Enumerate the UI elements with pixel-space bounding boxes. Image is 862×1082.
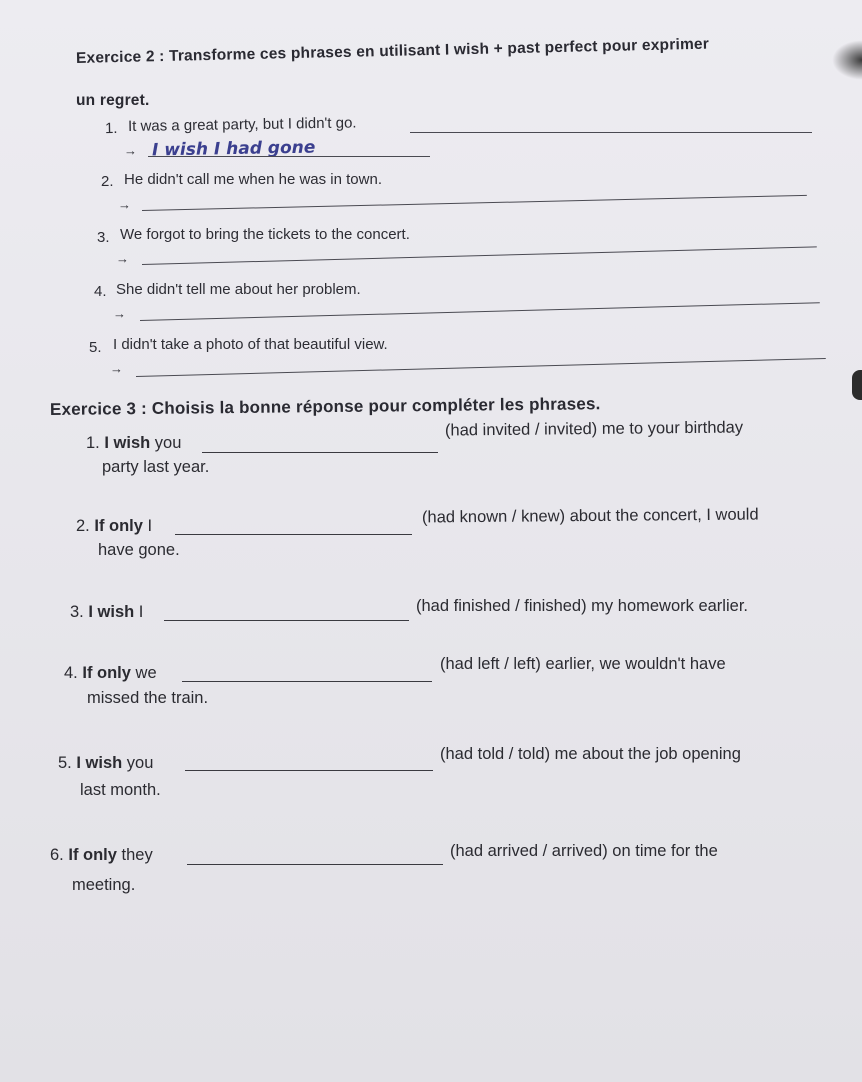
- arrow-icon: →: [113, 306, 126, 321]
- answer-blank[interactable]: [185, 770, 433, 771]
- item-number: 6.: [50, 846, 64, 864]
- answer-blank[interactable]: [164, 620, 409, 621]
- lead: I wish: [104, 434, 151, 452]
- lead: If only: [68, 846, 117, 864]
- subject: you: [154, 434, 182, 452]
- item-number: 5.: [58, 754, 72, 772]
- sentence: It was a great party, but I didn't go.: [127, 114, 357, 135]
- continuation: missed the train.: [87, 689, 209, 707]
- choice-text: (had invited / invited) me to your birthday: [444, 418, 744, 440]
- answer-line[interactable]: [148, 156, 430, 157]
- continuation: meeting.: [72, 876, 136, 894]
- subject: they: [121, 846, 153, 864]
- arrow-icon: →: [110, 361, 123, 376]
- answer-blank[interactable]: [175, 534, 412, 535]
- item-number: 1.: [86, 434, 100, 452]
- subject: I: [147, 517, 153, 535]
- subject: we: [135, 664, 157, 682]
- choice-text: (had finished / finished) my homework earlier.: [416, 597, 748, 615]
- exercise-3-title: Exercice 3 : Choisis la bonne réponse pour compléter les phrases.: [49, 394, 601, 419]
- page-edge-shadow-2: [852, 370, 862, 400]
- lead: If only: [82, 664, 131, 682]
- answer-blank[interactable]: [182, 681, 432, 682]
- arrow-icon: →: [116, 251, 129, 266]
- item-number: 5.: [89, 339, 102, 356]
- choice-text: (had left / left) earlier, we wouldn't have: [440, 655, 726, 673]
- continuation: party last year.: [102, 458, 210, 476]
- sentence: I didn't take a photo of that beautiful view.: [113, 336, 388, 353]
- sentence: She didn't tell me about her problem.: [116, 281, 361, 298]
- sentence: He didn't call me when he was in town.: [124, 171, 382, 188]
- item-number: 4.: [94, 283, 107, 300]
- item-number: 2.: [76, 517, 90, 535]
- item-number: 1.: [104, 119, 118, 138]
- answer-blank[interactable]: [202, 452, 438, 453]
- subject: you: [126, 754, 154, 772]
- answer-blank[interactable]: [187, 864, 443, 865]
- lead: I wish: [88, 603, 135, 621]
- continuation: last month.: [80, 781, 161, 799]
- lead: If only: [94, 517, 143, 535]
- exercise-2-title: Exercice 2 : Transforme ces phrases en utilisant I wish + past perfect pour exprimer: [75, 35, 710, 67]
- handwritten-answer: I wish I had gone: [151, 137, 316, 161]
- lead: I wish: [76, 754, 123, 772]
- answer-line: [410, 132, 812, 133]
- page-edge-shadow: [832, 40, 862, 80]
- item-number: 3.: [97, 229, 110, 246]
- item-number: 4.: [64, 664, 78, 682]
- arrow-icon: →: [124, 143, 137, 158]
- subject: I: [138, 603, 144, 621]
- exercise-2-title-cont: un regret.: [76, 92, 150, 109]
- choice-text: (had arrived / arrived) on time for the: [450, 842, 718, 860]
- continuation: have gone.: [98, 541, 180, 559]
- choice-text: (had known / knew) about the concert, I would: [421, 505, 759, 527]
- item-number: 3.: [70, 603, 84, 621]
- choice-text: (had told / told) me about the job opening: [440, 745, 741, 763]
- sentence: We forgot to bring the tickets to the concert.: [120, 226, 410, 243]
- arrow-icon: →: [118, 197, 131, 212]
- item-number: 2.: [101, 173, 114, 190]
